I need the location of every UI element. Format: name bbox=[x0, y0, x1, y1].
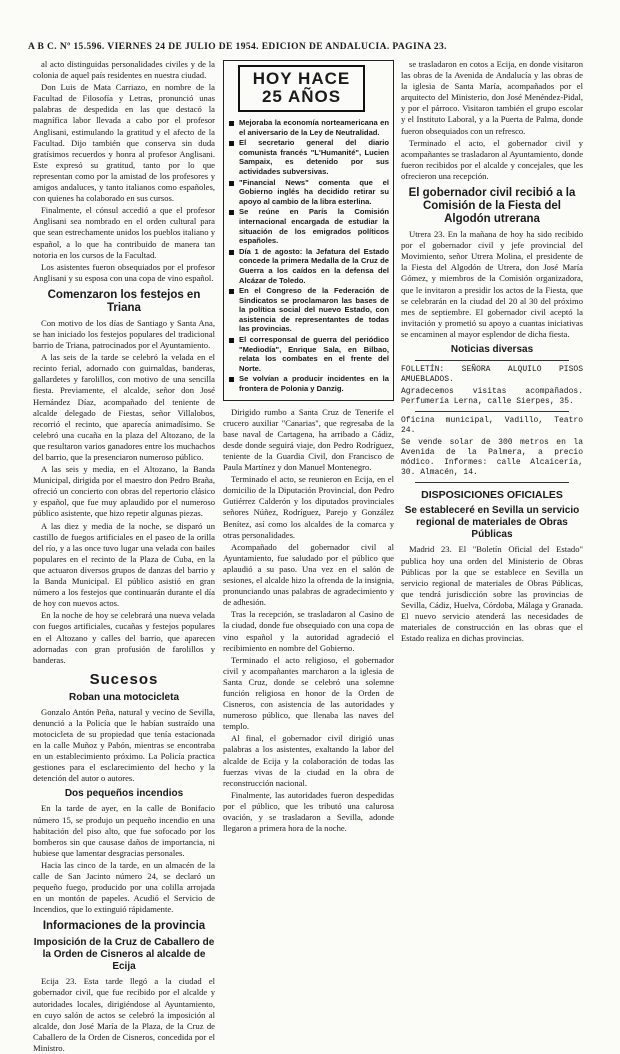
square-bullet-icon bbox=[229, 338, 234, 343]
article-paragraph: se trasladaron en cotos a Ecija, en donde visitaron las obras de la Avenida de Andalucía y las obras de la iglesia de Santa María, acompañados por el arquitecto del Ministerio, don José Menéndez-Pidal, y por el párroco. Visitaron también el grupo escolar y el Instituto Laboral, y a la Puerta de Palma, donde fueron obsequiados con un refresco. bbox=[401, 59, 583, 136]
column-left bbox=[33, 59, 215, 1053]
list-item-text: "Financial News" comenta que el Gobierno inglés ha decidido retirar su apoyo al cambio de la libra esterlina. bbox=[239, 177, 389, 206]
list-item bbox=[228, 178, 389, 207]
article-paragraph: A las seis de la tarde se celebró la velada en el recinto ferial, adornado con guirnaldas, banderas, gallardetes y farolillos, con motivo de una sencilla fiesta. Previamente, el alcalde, señor don José Hernández Díaz, acompañado del teniente de alcalde delegado de Fiestas, señor Villalobos, recorrió el recinto, que aparecía animadísimo. Se celebró una cucaña en la plaza del Altozano, de la que resultaron varios ganadores entre los muchachos del barrio, que la presenciaron numeroso público. bbox=[33, 352, 215, 462]
list-item-text: Se volvían a producir incidentes en la frontera de Polonia y Danzig. bbox=[239, 374, 389, 394]
column-right bbox=[401, 59, 583, 805]
section-title-sucesos: Sucesos bbox=[89, 670, 159, 688]
anniversary-list bbox=[228, 118, 389, 394]
article-paragraph: En la tarde de ayer, en la calle de Bonifacio número 15, se produjo un pequeño incendio en una habitación del piso alto, que fue sofocado por los bomberos sin que causase daños de importancia, ni hubiese que lamentar desgracias personales. bbox=[33, 803, 215, 858]
article-paragraph: A las seis y media, en el Altozano, la Banda Municipal, dirigida por el maestro don Pedro Braña, ofreció un concierto con obras del repertorio clásico y español, que fue muy aplaudido por el numeroso público asistente, que hizo repetir algunas piezas. bbox=[33, 464, 215, 519]
classified-ad: Se vende solar de 300 metros en la Avenida de la Palmera, a precio módico. Informes: calle Alcaicería, 30. Almacén, 14. bbox=[401, 437, 583, 477]
article-paragraph: Finalmente, las autoridades fueron despedidas por el público, que les tributó una calurosa ovación, y se trasladaron a Sevilla, adonde llegaron a primera hora de la noche. bbox=[223, 789, 394, 834]
article-paragraph: En la noche de hoy se celebrará una nueva velada con fuegos artificiales, cucañas y festejos populares en el Altozano y calles del barrio, que aparecen adornadas con gran profusión de farolillos y banderas. bbox=[33, 610, 215, 665]
article-paragraph: Terminado el acto, se reunieron en Ecija, en el domicilio de la Diputación Provincial, don Pedro Gutiérrez Calderón y los diputados provinciales señores Núñez, Rodríguez, Parejo y González Benítez, así como los alcaldes de la comarca y otras personalidades. bbox=[223, 474, 394, 540]
hoy-hace-25-anos-box bbox=[223, 60, 394, 401]
square-bullet-icon bbox=[229, 181, 234, 186]
square-bullet-icon bbox=[229, 250, 234, 255]
list-item-text: En el Congreso de la Federación de Sindicatos se proclamaron las bases de la política social del nuevo Estado, con asistencia de representantes de todas las provincias. bbox=[239, 286, 389, 334]
headline-fiesta-algodon: El gobernador civil recibió a la Comisión de la Fiesta del Algodón utrerana bbox=[408, 187, 576, 226]
article-paragraph: Madrid 23. El "Boletín Oficial del Estado" publica hoy una orden del Ministerio de Obras Públicas por la que se establece en Sevilla un servicio regional de materiales de Obras Públicas, que tendrá jurisdicción sobre las provincias de Sevilla, Cádiz, Huelva, Córdoba, Málaga y Granada. El nuevo servicio atenderá las necesidades de materiales de construcción en las obras que el Estado realiza en dichas provincias. bbox=[401, 544, 583, 644]
headline-noticias-diversas: Noticias diversas bbox=[450, 343, 534, 355]
list-item bbox=[228, 286, 389, 334]
article-paragraph: Terminado el acto religioso, el gobernador civil y acompañantes marcharon a la iglesia de Santa Cruz, donde se celebró una solemne función religiosa en honor de la Orden de Cisneros, con asistencia de las autoridades y numeroso público, que llenaba las naves del templo. bbox=[223, 654, 394, 732]
square-bullet-icon bbox=[229, 121, 234, 126]
column-middle bbox=[223, 60, 394, 834]
square-bullet-icon bbox=[229, 377, 234, 382]
list-item-text: El corresponsal de guerra del periódico "Mediodía", Enrique Sala, en Bilbao, relata los combates en el frente del Norte. bbox=[239, 335, 389, 373]
article-paragraph: Hacia las cinco de la tarde, en un almacén de la calle de San Jacinto número 24, se declaró un pequeño fuego, producido por una colilla arrojada en un montón de papeles. Acudió el Servicio de Incendios, que lo extinguió rápidamente. bbox=[33, 859, 215, 915]
article-paragraph: Finalmente, el cónsul accedió a que el profesor Anglisani sea nombrado en el orden cultural para que sean estrechamente unidos los pueblos italiano y español, a lo que ha contribuido de manera tan notoria en los cursos de la Facultad. bbox=[33, 205, 215, 260]
list-item bbox=[228, 118, 389, 137]
square-bullet-icon bbox=[229, 210, 234, 215]
classified-ad: Agradecemos visitas acompañados. Perfumería Lerna, calle Sierpes, 35. bbox=[401, 386, 583, 406]
headline-servicio-regional: Se estableceré en Sevilla un servicio regional de materiales de Obras Públicas bbox=[404, 505, 580, 541]
article-paragraph: Don Luis de Mata Carriazo, en nombre de la Facultad de Filosofía y Letras, pronunció unas palabras de despedida en las que destacó la magnífica labor llevada a cabo por el profesor Anglisani, estimulando la gratitud y el afecto de la Facultad. Dijo también que conserva sin duda gratísimos recuerdos y honra al profesor Anglisani. Este expresó su gratitud, tanto por lo que representan como por la amistad de los profesores y amigos andaluces, y tanto italianos como españoles, con quienes ha colaborado en sus cursos. bbox=[33, 82, 215, 204]
list-item bbox=[228, 207, 389, 245]
list-item bbox=[228, 138, 389, 176]
box-title: HOY HACE 25 AÑOS bbox=[238, 65, 365, 112]
headline-incendios: Dos pequeños incendios bbox=[64, 788, 184, 800]
list-item-text: Mejoraba la economía norteamericana en el aniversario de la Ley de Neutralidad. bbox=[239, 118, 389, 137]
article-paragraph: Los asistentes fueron obsequiados por el profesor Anglisani y su esposa con una copa de vino español. bbox=[33, 261, 215, 283]
list-item bbox=[228, 374, 389, 393]
list-item-text: El secretario general del diario comunista francés "L'Humanité", Lucien Sampaix, es detenido por sus actividades subversivas. bbox=[239, 138, 389, 176]
headline-motocicleta: Roban una motocicleta bbox=[68, 691, 179, 703]
article-paragraph: al acto distinguidas personalidades civiles y de la colonia de aquel país residentes en nuestra ciudad. bbox=[33, 59, 215, 81]
list-item-text: Se reúne en París la Comisión internacional encargada de estudiar la situación de los emigrados políticos españoles. bbox=[239, 207, 389, 246]
divider bbox=[415, 482, 569, 483]
headline-cruz-cisneros: Imposición de la Cruz de Caballero de la Orden de Cisneros al alcalde de Ecija bbox=[33, 937, 215, 973]
list-item bbox=[228, 335, 389, 373]
headline-triana: Comenzaron los festejos en Triana bbox=[47, 288, 201, 314]
article-paragraph: Con motivo de los días de Santiago y Santa Ana, se han iniciado los festejos populares del tradicional barrio de Triana, patrocinados por el Ayuntamiento. bbox=[33, 317, 215, 351]
article-paragraph: Acompañado del gobernador civil al Ayuntamiento, fue saludado por el público que aplaudió a su paso. Una vez en el salón de sesiones, el alcalde hizo la ofrenda de la insignia, pronunciando unas palabras de agradecimiento y de adhesión. bbox=[223, 541, 394, 608]
article-paragraph: Dirigido rumbo a Santa Cruz de Tenerife el crucero auxiliar "Canarias", que regresaba de la base naval de Cartagena, ha arribado a Cádiz, desde donde seguirá viaje, don Pedro Rodríguez, teniente de la Guardia Civil, don Francisco de Paula Martínez y don Manuel Montenegro. bbox=[223, 406, 394, 473]
article-paragraph: A las diez y media de la noche, se disparó un castillo de fuegos artificiales en el paseo de la orilla del río, y a las once tuvo lugar una velada con bailes populares en el recinto de la Plaza de Cuba, en la que actuaron diversos grupos de danzas del barrio y la Banda Municipal. El público asistió en gran número a los festejos que continuarán durante el día de hoy con nuevos actos. bbox=[33, 520, 215, 609]
list-item-text: Día 1 de agosto: la Jefatura del Estado concede la primera Medalla de la Cruz de Guerra a los caídos en la defensa del Alcázar de Toledo. bbox=[239, 246, 389, 285]
article-paragraph: Al final, el gobernador civil dirigió unas palabras a los asistentes, exaltando la labor del alcalde de Ecija y la colaboración de todas las fuerzas vivas de la ciudad en la obra de reconstrucción nacional. bbox=[223, 733, 394, 788]
classified-ad: FOLLETÍN: SEÑORA ALQUILO PISOS AMUEBLADOS. bbox=[401, 364, 583, 384]
article-paragraph: Ecija 23. Esta tarde llegó a la ciudad el gobernador civil, que fue recibido por el alcalde y autoridades locales, dirigiéndose al Ayuntamiento, en cuyo salón de actos se celebró la imposición al alcalde, don José María de la Plaza, de la Cruz de Caballero de la Orden de Cisneros, concedida por el Ministro. bbox=[33, 976, 215, 1053]
divider bbox=[415, 411, 569, 412]
article-paragraph: Terminado el acto, el gobernador civil y acompañantes se trasladaron al Ayuntamiento, donde fueron recibidos por el alcalde y concejales, que les ofrecieron una recepción. bbox=[401, 137, 584, 181]
article-paragraph: Gonzalo Antón Peña, natural y vecino de Sevilla, denunció a la Policía que le habían sustraído una motocicleta de su propiedad que tenía estacionada en la calle Muñoz y Pabón, mientras se encontraba en un establecimiento próximo. La Policía practica gestiones para el esclarecimiento del hecho y la detención del autor o autores. bbox=[33, 706, 215, 784]
square-bullet-icon bbox=[229, 289, 234, 294]
page-header: A B C. Nº 15.596. VIERNES 24 DE JULIO DE 1954. EDICION DE ANDALUCIA. PAGINA 23. bbox=[28, 42, 447, 52]
section-title-provincia: Informaciones de la provincia bbox=[42, 920, 206, 933]
article-paragraph: Tras la recepción, se trasladaron al Casino de la ciudad, donde fue obsequiado con una copa de vino español y la autoridad agradeció el recibimiento en nombre del Gobierno. bbox=[223, 609, 394, 653]
article-paragraph: Utrera 23. En la mañana de hoy ha sido recibido por el gobernador civil y jefe provincial del Movimiento, señor Utrera Molina, el presidente de la Fiesta del Algodón de Utrera, don José María Gómez, y miembros de la Comisión organizadora, que le invitaron a presidir los actos de la Fiesta, que se celebrarán en la ciudad del 20 al 30 del próximo mes de septiembre. El gobernador civil aceptó la invitación y prometió su apoyo a cuantas iniciativas se encaminen al mayor esplendor de dicha fiesta. bbox=[401, 229, 583, 339]
section-title-disposiciones: DISPOSICIONES OFICIALES bbox=[421, 488, 563, 501]
list-item bbox=[228, 247, 389, 285]
square-bullet-icon bbox=[229, 141, 234, 146]
classified-ad: Oficina municipal, Vadillo, Teatro 24. bbox=[401, 415, 583, 435]
divider bbox=[415, 360, 569, 361]
